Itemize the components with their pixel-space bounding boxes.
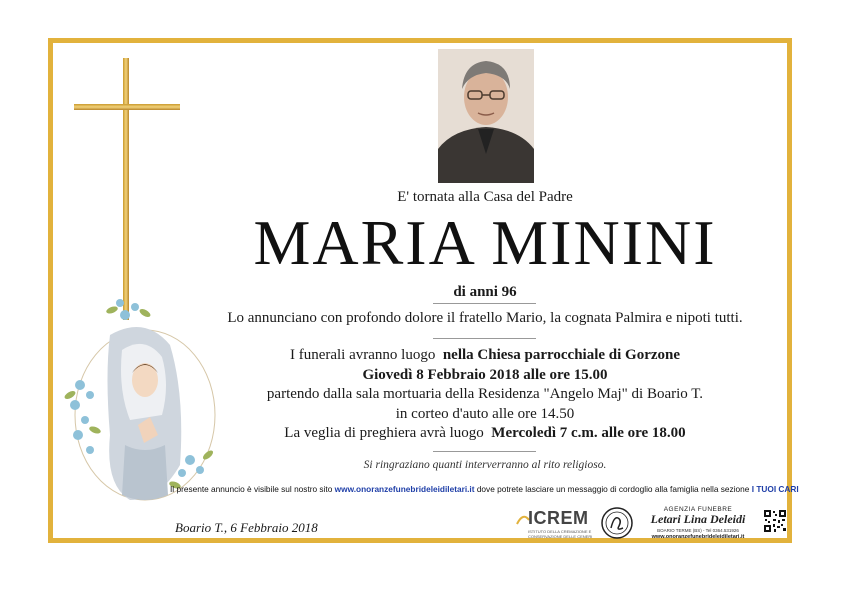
cross-icon-bar (74, 104, 180, 110)
departure-line: partendo dalla sala mortuaria della Residenza "Angelo Maj" di Boario T. (266, 386, 704, 402)
vigil-line (180, 424, 790, 444)
website-notice (170, 484, 799, 494)
place-date: Boario T., 6 Febbraio 2018 (175, 520, 318, 535)
notice-middle: dove potrete lasciare un messaggio di cordoglio alla famiglia nella sezione (476, 484, 750, 494)
agency-site[interactable]: www.onoranzefunebrideleidiletari.it (651, 534, 745, 540)
separator (433, 338, 536, 339)
funeral-line (180, 346, 790, 366)
separator (433, 451, 536, 452)
deceased-name: MARIA MININI (253, 207, 717, 278)
funeral-date-line (180, 366, 790, 386)
icrem-subtitle: ISTITUTO DELLA CREMAZIONE E CONSERVAZIONE DELLE CENERI (528, 529, 593, 539)
agency-address: BOARIO TERME (BS) - Tel 0364.531926 (657, 528, 739, 533)
intro-text: E' tornata alla Casa del Padre (397, 189, 573, 205)
notice-prefix: Il presente annuncio è visibile sul nostro sito (170, 484, 333, 494)
agency-seal-icon (600, 506, 634, 540)
announce-text: Lo annunciano con profondo dolore il fratello Mario, la cognata Palmira e nipoti tutti. (227, 310, 743, 326)
icrem-logo: ICREM (528, 508, 589, 528)
section-link[interactable]: I TUOI CARI (751, 484, 799, 494)
funeral-date: Giovedì 8 Febbraio 2018 alle ore 15.00 (362, 366, 608, 383)
funeral-intro: I funerali avranno luogo (289, 347, 436, 363)
qr-code-icon[interactable] (764, 510, 786, 532)
website-link[interactable]: www.onoranzefunebrideleidiletari.it (334, 484, 475, 494)
agency-name: Letari Lina Deleidi (650, 512, 746, 526)
agency-label: AGENZIA FUNEBRE (663, 506, 733, 513)
vigil-intro: La veglia di preghiera avrà luogo (284, 425, 484, 441)
deceased-photo (438, 49, 534, 183)
procession-line: in corteo d'auto alle ore 14.50 (395, 405, 575, 422)
age-text: di anni 96 (453, 284, 517, 300)
thanks-text: Si ringraziano quanti interverranno al rito religioso. (363, 459, 607, 471)
vigil-date: Mercoledì 7 c.m. alle ore 18.00 (491, 425, 686, 441)
agency-block (638, 506, 758, 540)
funeral-details (180, 346, 790, 444)
separator (433, 303, 536, 304)
funeral-place: nella Chiesa parrocchiale di Gorzone (442, 347, 681, 363)
cross-icon (123, 58, 129, 320)
